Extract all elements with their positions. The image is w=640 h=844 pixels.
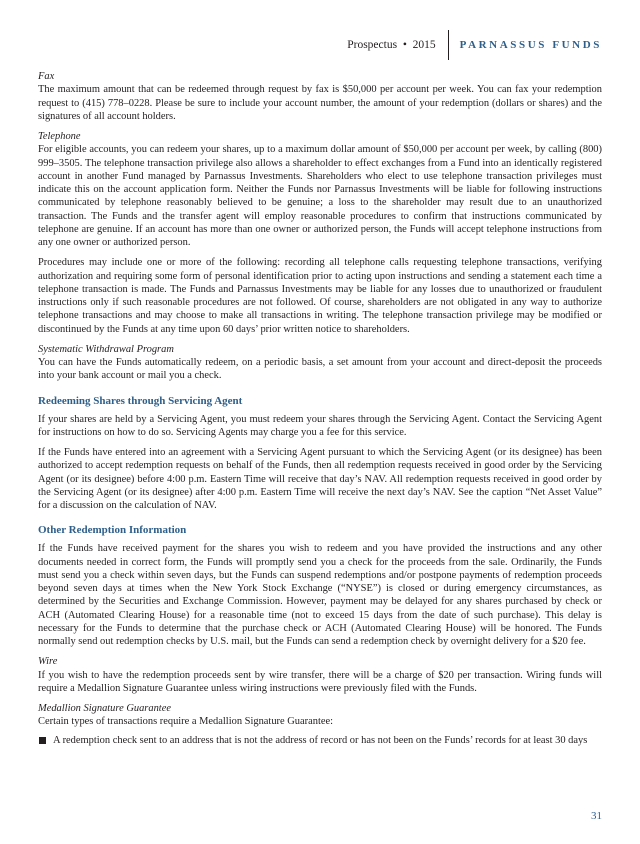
list-item [38,734,602,747]
medallion-bullet-list [38,734,602,747]
other-redemption-body: If the Funds have received payment for the shares you wish to redeem and you have provided the instructions and any other documents needed in correct form, the Funds will promptly send you a check for the proceeds from the sale. Ordinarily, the Funds must send you a check within seven days, but the Funds can suspend redemptions and/or postpone payments of redemption proceeds beyond seven days at times when the New York Stock Exchange (“NYSE”) is closed or during emergency circumstances, as determined by the Securities and Exchange Commission. However, payment may be delayed for any shares purchased by check or ACH (Automated Clearing House) for a reasonable time (not to exceed 15 days from the date of such purchase). This delay is necessary for the Funds to determine that the purchase check or ACH (Automated Clearing House) will be honored. The Funds normally send out redemption checks by U.S. mail, but the Funds can send a redemption check by overnight delivery for a $20 fee. [38,543,602,647]
bullet-square-icon [39,737,46,744]
wire-heading: Wire [38,656,58,668]
header-prospectus-label: Prospectus [347,39,398,51]
fax-heading: Fax [38,71,55,82]
medallion-intro: Certain types of transactions require a Medallion Signature Guarantee: [38,716,334,728]
header-separator: • [402,39,407,51]
telephone-procedures: Procedures may include one or more of the following: recording all telephone calls requesting telephone transactions, verifying authorization and requiring some form of personal identification prior to acting upon instructions and sending a statement each time a telephone transaction is made. The Funds and Parnassus Investments may be liable for any losses due to unauthorized or fraudulent instructions only if such reasonable procedures are not followed. Of course, shareholders are not obligated in any way to authorize telephone transactions and may choose to make all transactions in writing. The telephone transaction privilege may be modified or discontinued by the Funds at any time upon 60 days’ prior written notice to shareholders. [38,257,602,335]
page-content [38,70,602,747]
header-divider [448,30,449,60]
systematic-withdrawal-body: You can have the Funds automatically redeem, on a periodic basis, a set amount from your account and direct-deposit the proceeds into your bank account or mail you a check. [38,357,602,382]
page-number: 31 [591,810,602,822]
medallion-heading: Medallion Signature Guarantee [38,703,171,714]
list-item-text: A redemption check sent to an address that is not the address of record or has not been on the Funds’ records for at least 30 days [53,734,588,746]
header-year: 2015 [412,39,436,51]
wire-body: If you wish to have the redemption proceeds sent by wire transfer, there will be a charge of $20 per transaction. Wiring funds will require a Medallion Signature Guarantee unless wiring instructions were previously filed with the Funds. [38,669,602,694]
telephone-heading: Telephone [38,131,81,142]
servicing-agent-heading: Redeeming Shares through Servicing Agent [38,394,243,407]
header-prospectus [347,39,435,51]
fax-body: The maximum amount that can be redeemed through request by fax is $50,000 per account per week. You can fax your redemption request to (415) 778–0228. Please be sure to include your account number, the amount of your redemption (dollars or shares) and the signatures of all account holders. [38,84,602,122]
telephone-body: For eligible accounts, you can redeem your shares, up to a maximum dollar amount of $50,000 per account per week, by calling (800) 999–3505. The telephone transaction privilege also allows a shareholder to effect exchanges from a Fund into an identically registered account in another Fund managed by Parnassus Investments. Shareholders who elect to use telephone transaction privileges must indicate this on the account application form. Neither the Funds nor Parnassus Investments will be liable for following instructions communicated by telephone reasonably believed to be genuine; a loss to the shareholder may result due to an unauthorized transaction. The Funds and the transfer agent will employ reasonable procedures to confirm that instructions communicated by telephone are genuine. If an account has more than one owner or authorized person, the Funds will accept telephone instructions from any one owner or authorized person. [38,144,602,248]
brand-name: PARNASSUS FUNDS [459,39,602,51]
systematic-withdrawal-heading: Systematic Withdrawal Program [38,343,174,355]
servicing-agent-paragraph-2: If the Funds have entered into an agreement with a Servicing Agent pursuant to which the Servicing Agent (or its designee) has been authorized to accept redemption requests on behalf of the Funds, then all redemption requests received in good order by the Servicing Agent (or its designee) before 4:00 p.m. Eastern Time will receive that day’s NAV. All redemption requests received in good order by the Servicing Agent (or its designee) after 4:00 p.m. Eastern Time will receive the next day’s NAV. See the caption “Net Asset Value” for a discussion on the calculation of NAV. [38,447,602,511]
page-header [347,32,602,58]
other-redemption-heading: Other Redemption Information [38,524,187,537]
servicing-agent-paragraph-1: If your shares are held by a Servicing Agent, you must redeem your shares through the Servicing Agent. Contact the Servicing Agent for instructions on how to do so. Servicing Agents may charge you a fee for this service. [38,413,602,438]
